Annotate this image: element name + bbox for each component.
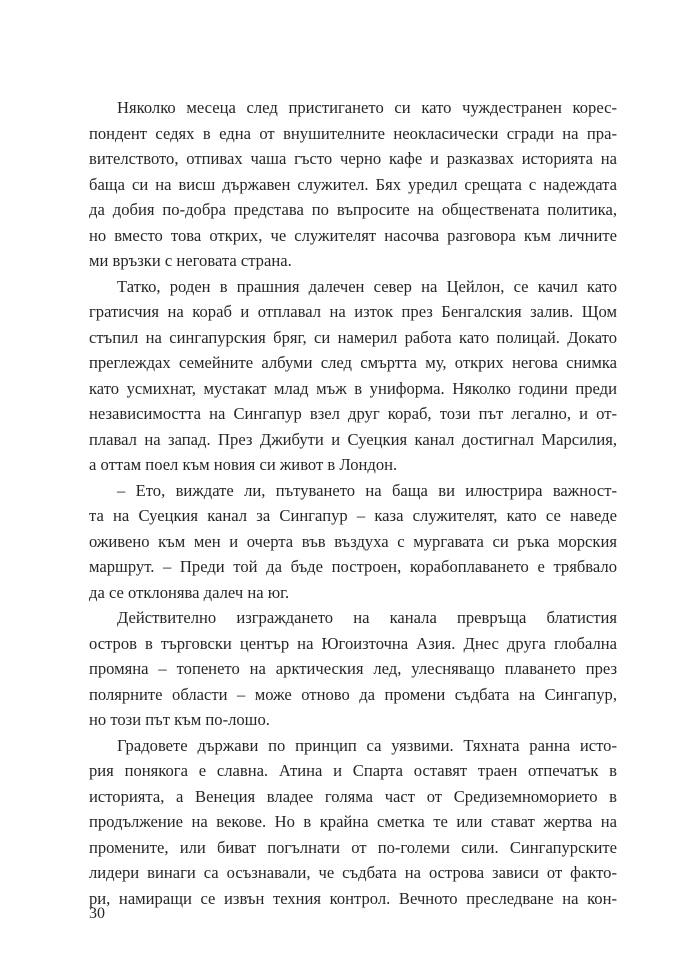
text-line: гратисчия на кораб и отплавал на изток през Бенгалския залив. Щом [89, 302, 617, 321]
text-line: историята, а Венеция владее голяма част от Средиземноморието в [89, 786, 617, 806]
text-line: маршрут. – Преди той да бъде построен, корабоплаването е трябвало [89, 557, 617, 576]
text-line: рия понякога е славна. Атина и Спарта оставят траен отпечатък в [89, 761, 617, 780]
text-line: лидери винаги са осъзнавали, че съдбата на острова зависи от факто- [89, 863, 617, 882]
text-line: а оттам поел към новия си живот в Лондон. [89, 455, 398, 474]
text-line: оживено към мен и очерта във въздуха с мургавата си ръка морския [89, 531, 617, 551]
text-line: като усмихнат, мустакат млад мъж в униформа. Няколко години преди [89, 378, 617, 398]
text-line: но този път към по-лошо. [89, 710, 270, 729]
text-line: – Ето, виждате ли, пътуването на баща ви илюстрира важност- [117, 480, 617, 500]
text-line: вителството, отпивах чаша гъсто черно кафе и разказвах историята на [89, 149, 617, 168]
page-number: 30 [89, 905, 105, 922]
text-line: ми връзки с неговата страна. [89, 251, 292, 270]
text-line: пондент седях в една от внушителните неокласически сгради на пра- [89, 123, 617, 143]
text-line: Градовете държави по принцип са уязвими. Тяхната ранна исто- [117, 735, 617, 755]
text-line: Действително изграждането на канала превръща блатистия [117, 608, 617, 627]
text-line: промяна – топенето на арктическия лед, улесняващо плаването през [89, 659, 617, 678]
text-line: да добия по-добра представа по въпросите на обществената политика, [89, 200, 617, 219]
text-line: да се отклонява далеч на юг. [89, 582, 290, 602]
text-line: Татко, роден в прашния далечен север на Цейлон, се качил като [117, 276, 617, 296]
body-text [89, 95, 617, 911]
text-line: промените, или биват погълнати от по-големи сили. Сингапурските [89, 837, 617, 857]
text-line: но вместо това открих, че служителят насочва разговора към личните [89, 225, 617, 245]
text-line: независимостта на Сингапур взел друг кораб, този път легално, и от- [89, 404, 617, 423]
text-line: стъпил на сингапурския бряг, си намерил работа като полицай. Докато [89, 327, 617, 347]
text-line: преглеждах семейните албуми след смъртта му, открих негова снимка [89, 353, 617, 372]
text-line: Няколко месеца след пристигането си като чуждестранен корес- [117, 98, 617, 117]
text-line: та на Суецкия канал за Сингапур – каза служителят, като се наведе [89, 506, 617, 525]
text-line: остров в търговски център на Югоизточна Азия. Днес друга глобална [89, 633, 617, 653]
text-line: плавал на запад. През Джибути и Суецкия канал достигнал Марсилия, [89, 429, 617, 449]
text-line: баща си на висш държавен служител. Бях уредил срещата с надеждата [89, 174, 617, 194]
text-line: продължение на векове. Но в крайна сметка те или стават жертва на [89, 812, 617, 831]
text-line: ри, намиращи се извън техния контрол. Вечното преследване на кон- [89, 888, 617, 908]
text-line: полярните области – може отново да промени съдбата на Сингапур, [89, 684, 617, 704]
